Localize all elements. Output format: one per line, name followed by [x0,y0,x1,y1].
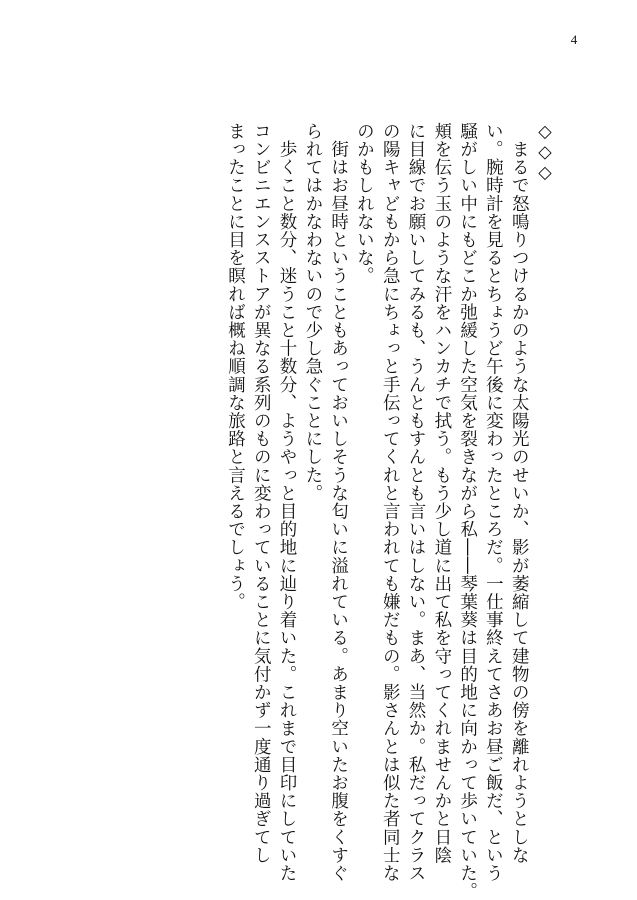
text-line: 頬を伝う玉のような汗をハンカチで拭う。もう少し道に出て私を守ってくれませんかと日陰 [431,122,452,865]
text-line: まるで怒鳴りつけるかのような太陽光のせいか、影が萎縮して建物の傍を離れようとしな [509,122,530,865]
text-line: 街はお昼時ということもあっておいしそうな匂いに溢れている。あまり空いたお腹をくすぐ [328,122,349,883]
text-line: のかもしれないな。 [354,122,375,285]
text-line: 歩くこと数分、迷うこと十数分、ようやっと目的地に辿り着いた。これまで目印にしていた [277,122,298,883]
text-line: の陽キャどもから急にちょっと手伝ってくれと言われても嫌だもの。影さんとは似た者同士な [380,122,401,883]
text-line: い。腕時計を見るとちょうど午後に変わったところだ。一仕事終えてさあお昼ご飯だ、という [483,122,504,883]
page-number: 4 [570,32,578,47]
text-line: られてはかなわないので少し急ぐことにした。 [302,122,323,503]
body-text [222,122,557,900]
section-separator: ◇◇◇ [535,122,555,184]
text-line: まったことに目を瞑れば概ね順調な旅路と言えるでしょう。 [225,122,246,611]
text-line: 騒がしい中にもどこか弛緩した空気を裂きながら私――琴葉葵は目的地に向かって歩いていた。 [457,122,478,900]
text-line: に目線でお願いしてみるも、うんともすんとも言いはしない。まあ、当然か。私だってクラス [406,122,427,883]
text-line: コンビニエンスストアが異なる系列のものに変わっていることに気付かず一度通り過ぎてし [251,122,272,865]
